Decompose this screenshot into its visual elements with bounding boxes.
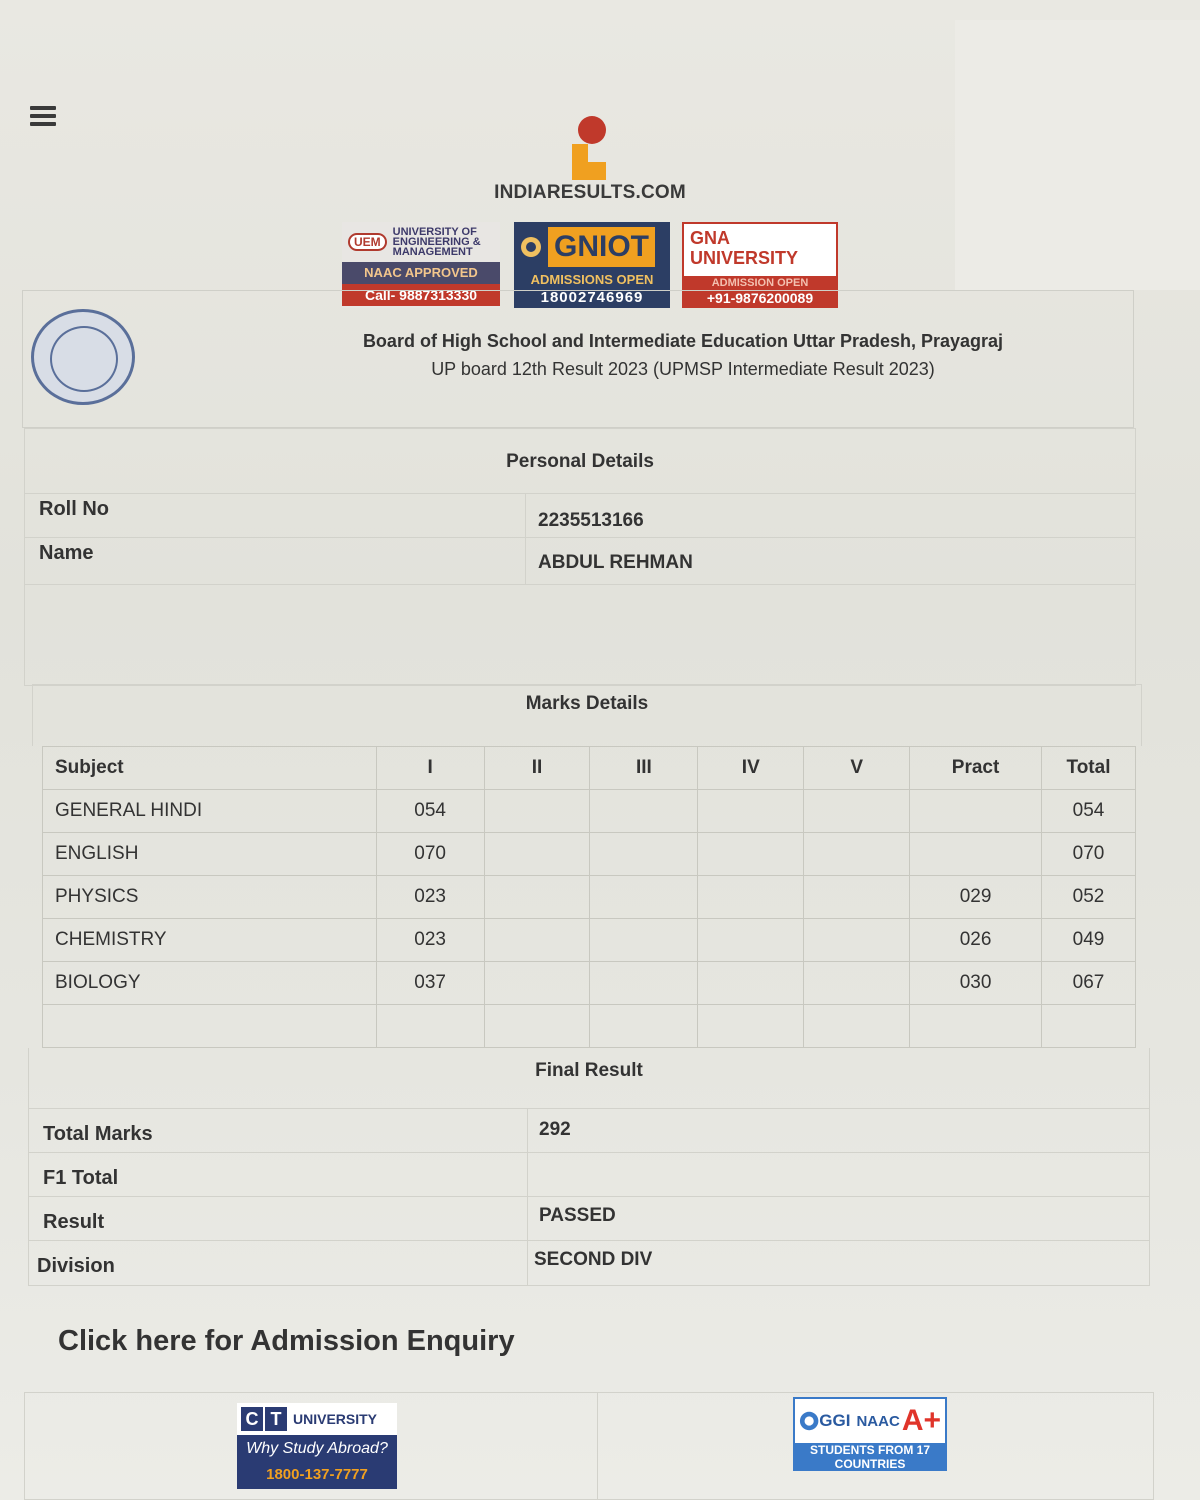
subject-cell: BIOLOGY bbox=[43, 962, 377, 1005]
col-paper-3: III bbox=[590, 747, 698, 790]
mark-cell: 023 bbox=[376, 919, 484, 962]
mark-cell bbox=[698, 962, 804, 1005]
table-row bbox=[43, 790, 1136, 833]
f1-total-label: F1 Total bbox=[43, 1167, 119, 1189]
mark-cell bbox=[804, 1005, 910, 1048]
ggi-tagline: STUDENTS FROM 17 COUNTRIES bbox=[795, 1443, 945, 1471]
total-cell: 049 bbox=[1041, 919, 1135, 962]
total-cell: 067 bbox=[1041, 962, 1135, 1005]
mark-cell bbox=[590, 919, 698, 962]
table-row bbox=[43, 833, 1136, 876]
total-cell: 070 bbox=[1041, 833, 1135, 876]
ad-ggi[interactable] bbox=[793, 1397, 947, 1471]
mark-cell bbox=[590, 1005, 698, 1048]
name-row bbox=[25, 537, 1135, 585]
total-cell: 052 bbox=[1041, 876, 1135, 919]
col-practical: Pract bbox=[910, 747, 1042, 790]
total-cell: 054 bbox=[1041, 790, 1135, 833]
subject-cell: CHEMISTRY bbox=[43, 919, 377, 962]
mark-cell bbox=[484, 962, 590, 1005]
marks-details-heading: Marks Details bbox=[525, 693, 649, 714]
mark-cell: 070 bbox=[376, 833, 484, 876]
table-row bbox=[43, 962, 1136, 1005]
roll-no-value: 2235513166 bbox=[538, 510, 644, 531]
subject-cell: PHYSICS bbox=[43, 876, 377, 919]
practical-cell: 030 bbox=[910, 962, 1042, 1005]
mark-cell: 037 bbox=[376, 962, 484, 1005]
ggi-emblem-icon bbox=[799, 1410, 819, 1432]
indiaresults-logo[interactable] bbox=[480, 110, 700, 210]
personal-details-section bbox=[24, 428, 1136, 686]
mark-cell bbox=[698, 919, 804, 962]
ct-name: UNIVERSITY bbox=[293, 1411, 378, 1427]
result-row bbox=[29, 1196, 1149, 1240]
subject-cell: GENERAL HINDI bbox=[43, 790, 377, 833]
admission-enquiry-link[interactable]: Click here for Admission Enquiry bbox=[58, 1325, 515, 1357]
mark-cell bbox=[698, 876, 804, 919]
gna-tag: ADMISSION OPEN bbox=[684, 276, 836, 290]
mark-cell bbox=[698, 790, 804, 833]
mark-cell bbox=[698, 1005, 804, 1048]
mark-cell bbox=[698, 833, 804, 876]
mark-cell bbox=[484, 833, 590, 876]
mark-cell bbox=[804, 876, 910, 919]
row-divider bbox=[527, 1197, 528, 1240]
total-marks-label: Total Marks bbox=[43, 1123, 153, 1145]
gniot-name: GNIOT bbox=[548, 227, 655, 267]
mark-cell bbox=[484, 1005, 590, 1048]
total-marks-value: 292 bbox=[539, 1119, 571, 1140]
subject-cell bbox=[43, 1005, 377, 1048]
table-row bbox=[43, 919, 1136, 962]
gniot-emblem-icon bbox=[520, 236, 542, 258]
table-row bbox=[43, 876, 1136, 919]
ct-logo-icon: C bbox=[241, 1407, 263, 1431]
total-marks-row bbox=[29, 1108, 1149, 1152]
result-label: Result bbox=[43, 1211, 105, 1233]
ct-logo-icon: T bbox=[265, 1407, 287, 1431]
mark-cell bbox=[484, 790, 590, 833]
col-paper-2: II bbox=[484, 747, 590, 790]
row-divider bbox=[527, 1109, 528, 1152]
ct-phone: 1800-137-7777 bbox=[266, 1466, 368, 1483]
row-divider bbox=[525, 494, 526, 537]
result-value: PASSED bbox=[539, 1205, 616, 1226]
practical-cell bbox=[910, 1005, 1042, 1048]
col-total: Total bbox=[1041, 747, 1135, 790]
paper-flap bbox=[955, 20, 1200, 290]
col-paper-4: IV bbox=[698, 747, 804, 790]
roll-no-label: Roll No bbox=[39, 498, 109, 520]
ggi-naac: NAAC bbox=[856, 1412, 900, 1430]
bottom-ad-banner bbox=[24, 1392, 1154, 1500]
mark-cell bbox=[804, 962, 910, 1005]
mark-cell bbox=[376, 1005, 484, 1048]
mark-cell bbox=[590, 962, 698, 1005]
row-divider bbox=[527, 1153, 528, 1196]
marks-table bbox=[42, 746, 1136, 1048]
mark-cell: 023 bbox=[376, 876, 484, 919]
practical-cell bbox=[910, 833, 1042, 876]
mark-cell bbox=[804, 919, 910, 962]
row-divider bbox=[525, 538, 526, 584]
logo-text: INDIARESULTS.COM bbox=[494, 182, 686, 203]
roll-no-row bbox=[25, 493, 1135, 537]
col-paper-5: V bbox=[804, 747, 910, 790]
gna-name: GNA UNIVERSITY bbox=[690, 228, 799, 268]
upmsp-seal-icon bbox=[31, 309, 135, 405]
hamburger-menu-icon[interactable] bbox=[30, 106, 56, 130]
indiaresults-logo-icon bbox=[570, 114, 610, 184]
name-value: ABDUL REHMAN bbox=[538, 552, 693, 573]
row-divider bbox=[527, 1241, 528, 1286]
gniot-tag: ADMISSIONS OPEN bbox=[530, 272, 654, 287]
uem-tag: NAAC APPROVED bbox=[342, 262, 500, 284]
ggi-name: GGI bbox=[819, 1411, 851, 1430]
ad-divider bbox=[597, 1393, 598, 1499]
mark-cell bbox=[484, 876, 590, 919]
practical-cell bbox=[910, 790, 1042, 833]
marks-header-row bbox=[43, 747, 1136, 790]
col-subject: Subject bbox=[43, 747, 377, 790]
ad-ct-university[interactable] bbox=[237, 1403, 397, 1489]
gna-phone: +91-9876200089 bbox=[684, 290, 836, 306]
mark-cell bbox=[804, 833, 910, 876]
ggi-grade: A+ bbox=[901, 1404, 941, 1437]
uem-badge: UEM bbox=[348, 233, 387, 251]
division-value: SECOND DIV bbox=[534, 1249, 653, 1270]
ct-tagline: Why Study Abroad? bbox=[246, 1440, 388, 1457]
division-row bbox=[29, 1240, 1149, 1286]
name-label: Name bbox=[39, 542, 94, 564]
mark-cell bbox=[590, 790, 698, 833]
col-paper-1: I bbox=[376, 747, 484, 790]
practical-cell: 026 bbox=[910, 919, 1042, 962]
mark-cell bbox=[484, 919, 590, 962]
mark-cell bbox=[804, 790, 910, 833]
subject-cell: ENGLISH bbox=[43, 833, 377, 876]
mark-cell bbox=[590, 833, 698, 876]
total-cell bbox=[1041, 1005, 1135, 1048]
uem-phone: Call- 9887313330 bbox=[342, 284, 500, 306]
personal-details-heading: Personal Details bbox=[506, 451, 654, 472]
final-result-section bbox=[28, 1048, 1150, 1286]
gniot-phone: 18002746969 bbox=[540, 289, 644, 306]
mark-cell: 054 bbox=[376, 790, 484, 833]
practical-cell: 029 bbox=[910, 876, 1042, 919]
f1-total-row bbox=[29, 1152, 1149, 1196]
table-row-empty bbox=[43, 1005, 1136, 1048]
board-header bbox=[22, 290, 1134, 428]
board-title: Board of High School and Intermediate Education Uttar Pradesh, Prayagraj bbox=[362, 331, 1004, 351]
marks-details-section bbox=[32, 684, 1142, 746]
uem-name: UNIVERSITY OF ENGINEERING & MANAGEMENT bbox=[392, 226, 481, 258]
board-subtitle: UP board 12th Result 2023 (UPMSP Intermediate Result 2023) bbox=[431, 359, 935, 379]
final-result-heading: Final Result bbox=[535, 1060, 643, 1081]
mark-cell bbox=[590, 876, 698, 919]
division-label: Division bbox=[37, 1255, 115, 1277]
